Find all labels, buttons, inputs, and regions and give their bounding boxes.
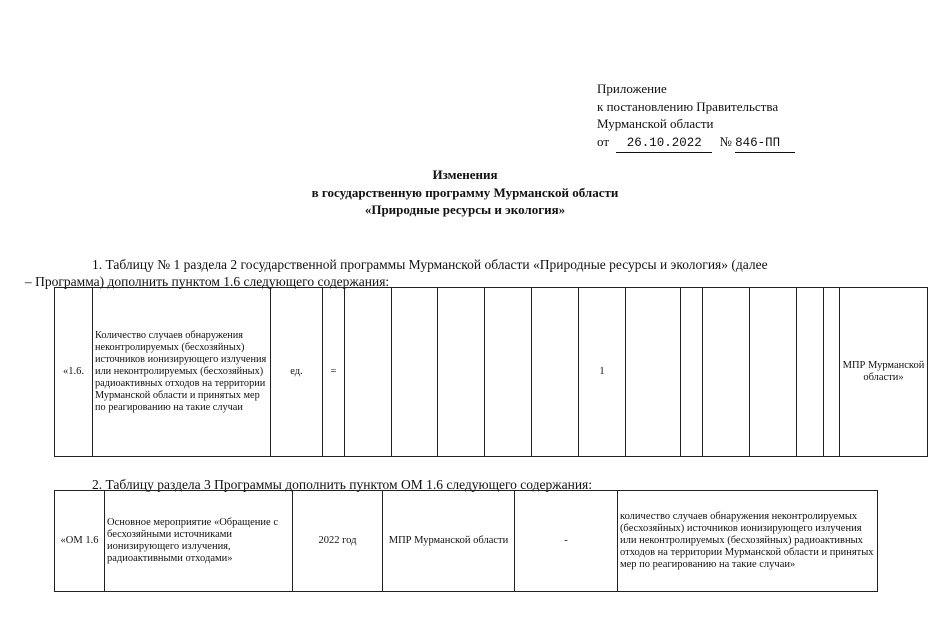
- measures-table: [54, 490, 878, 592]
- table-cell: [532, 288, 579, 457]
- table-cell: [750, 288, 797, 457]
- year-cell: 2022 год: [293, 491, 383, 592]
- responsible-cell: МПР Мурманской области»: [840, 288, 928, 457]
- table-cell: [681, 288, 703, 457]
- table-cell: [824, 288, 840, 457]
- table-row: [55, 288, 928, 457]
- table-cell: [797, 288, 824, 457]
- appendix-block: [597, 80, 795, 153]
- unit-cell: ед.: [271, 288, 323, 457]
- dash-cell: -: [515, 491, 618, 592]
- indicators-table: [54, 287, 928, 457]
- title-line-3: «Природные ресурсы и экология»: [364, 202, 566, 217]
- resolution-date: 26.10.2022: [616, 135, 712, 154]
- table-cell: [345, 288, 392, 457]
- paragraph-1-line-2: – Программа) дополнить пунктом 1.6 следующего содержания:: [25, 274, 390, 289]
- resolution-number: 846-ПП: [735, 135, 795, 154]
- result-cell: количество случаев обнаружения неконтролируемых (бесхозяйных) источников ионизирующего излучения или неконтролируемых (бесхозяйных) радиоактивных отходов на территории Мурманской области и принятых мер по реагированию на такие случаи»: [618, 491, 878, 592]
- table-cell: [438, 288, 485, 457]
- executor-cell: МПР Мурманской области: [383, 491, 515, 592]
- appendix-date-line: [597, 133, 795, 154]
- paragraph-2: 2. Таблицу раздела 3 Программы дополнить пунктом ОМ 1.6 следующего содержания:: [92, 477, 593, 492]
- measure-name: Основное мероприятие «Обращение с бесхозяйными источниками ионизирующего излучения, радиоактивными отходами»: [105, 491, 293, 592]
- table-row: [55, 491, 878, 592]
- paragraph-1-line-1: 1. Таблицу № 1 раздела 2 государственной программы Мурманской области «Природные ресурсы и экология» (далее: [92, 257, 768, 272]
- value-cell: 1: [579, 288, 626, 457]
- date-prefix: от: [597, 133, 610, 149]
- table-cell: [392, 288, 438, 457]
- measure-number: «ОМ 1.6: [55, 491, 105, 592]
- indicator-name: Количество случаев обнаружения неконтролируемых (бесхозяйных) источников ионизирующего излучения или неконтролируемых (бесхозяйных) радиоактивных отходов на территории Мурманской области и принятых мер по реагированию на такие случаи: [93, 288, 271, 457]
- appendix-line-3: Мурманской области: [597, 116, 714, 131]
- table-cell: [485, 288, 532, 457]
- direction-cell: =: [323, 288, 345, 457]
- table-cell: [703, 288, 750, 457]
- number-sign: №: [719, 133, 732, 149]
- title-line-2: в государственную программу Мурманской области: [311, 184, 619, 200]
- appendix-line-1: Приложение: [597, 81, 667, 96]
- table-cell: [626, 288, 681, 457]
- title-line-1: Изменения: [432, 167, 498, 182]
- document-title: [0, 166, 930, 219]
- appendix-line-2: к постановлению Правительства: [597, 98, 779, 114]
- row-number: «1.6.: [55, 288, 93, 457]
